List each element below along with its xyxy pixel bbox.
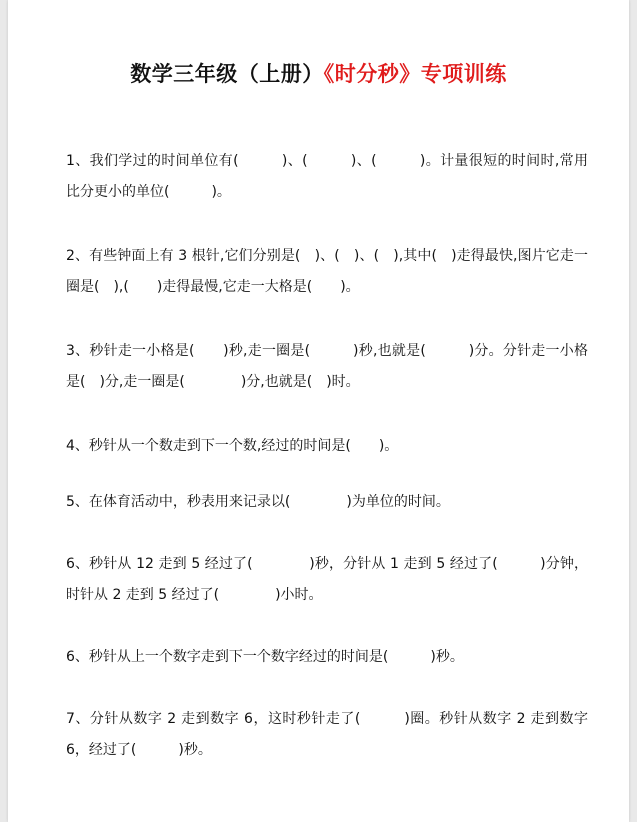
title-main: 数学三年级（上册） bbox=[130, 62, 324, 86]
page-title bbox=[8, 58, 629, 88]
question-7: 7、分针从数字 2 走到数字 6，这时秒针走了( )圈。秒针从数字 2 走到数字 6，经过了( )秒。 bbox=[66, 711, 593, 758]
question-6: 6、秒针从 12 走到 5 经过了( )秒，分针从 1 走到 5 经过了( )分钟，时针从 2 走到 5 经过了( )小时。 bbox=[66, 556, 588, 603]
question-5: 5、在体育活动中，秒表用来记录以( )为单位的时间。 bbox=[66, 494, 450, 510]
question-2: 2、有些钟面上有 3 根针,它们分别是( )、( )、( ),其中( )走得最快,图片它走一圈是( ),( )走得最慢,它走一大格是( )。 bbox=[66, 248, 588, 295]
question-6b: 6、秒针从上一个数字走到下一个数字经过的时间是( )秒。 bbox=[66, 649, 464, 665]
question-3: 3、秒针走一小格是( )秒,走一圈是( )秒,也就是( )分。分针走一小格是( )分,走一圈是( )分,也就是( )时。 bbox=[66, 343, 588, 390]
document-page bbox=[8, 0, 629, 822]
question-list bbox=[66, 146, 593, 766]
title-highlight: 《时分秒》专项训练 bbox=[323, 62, 507, 86]
question-1: 1、我们学过的时间单位有( )、( )、( )。计量很短的时间时,常用比分更小的单位( )。 bbox=[66, 153, 588, 200]
question-4: 4、秒针从一个数走到下一个数,经过的时间是( )。 bbox=[66, 438, 399, 454]
